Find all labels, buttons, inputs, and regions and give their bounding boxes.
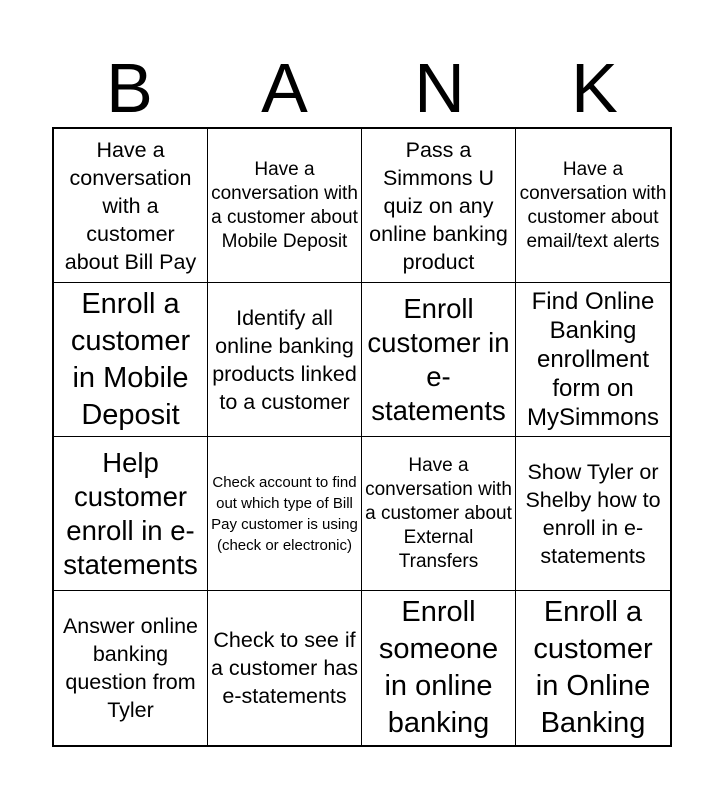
bingo-cell[interactable] bbox=[362, 129, 516, 283]
bingo-cell[interactable] bbox=[208, 591, 362, 745]
bingo-cell-text: Answer online banking question from Tyler bbox=[62, 614, 199, 722]
bingo-cell-text: Have a conversation with a customer about Bill Pay bbox=[64, 137, 197, 274]
bingo-cell-text: Check account to find out which type of Bill Pay customer is using (check or electronic) bbox=[211, 473, 358, 554]
bingo-cell[interactable] bbox=[208, 283, 362, 437]
bingo-cell-text: Have a conversation with a customer about External Transfers bbox=[365, 454, 512, 572]
bingo-cell-text: Have a conversation with a customer about Mobile Deposit bbox=[211, 158, 358, 252]
bingo-cell-text: Find Online Banking enrollment form on MySimmons bbox=[526, 288, 659, 431]
bingo-cell-text: Pass a Simmons U quiz on any online banking product bbox=[369, 137, 508, 274]
header-letter-a: A bbox=[261, 49, 308, 127]
bingo-cell-text: Have a conversation with customer about email/text alerts bbox=[519, 158, 667, 252]
bingo-header bbox=[52, 50, 672, 126]
bingo-cell-text: Enroll a customer in Online Banking bbox=[533, 596, 653, 739]
bingo-cell[interactable] bbox=[54, 591, 208, 745]
bingo-cell[interactable] bbox=[208, 129, 362, 283]
bingo-cell-text: Identify all online banking products linked to a customer bbox=[212, 305, 357, 414]
header-letter-n: N bbox=[414, 49, 465, 127]
bingo-cell[interactable] bbox=[362, 591, 516, 745]
bingo-cell-text: Enroll customer in e-statements bbox=[367, 292, 510, 426]
bingo-cell[interactable] bbox=[54, 283, 208, 437]
bingo-cell[interactable] bbox=[54, 129, 208, 283]
bingo-cell[interactable] bbox=[516, 129, 670, 283]
bingo-cell[interactable] bbox=[362, 437, 516, 591]
header-letter-b: B bbox=[106, 49, 153, 127]
bingo-cell-text: Check to see if a customer has e-statements bbox=[211, 628, 358, 708]
bingo-cell[interactable] bbox=[54, 437, 208, 591]
bingo-cell[interactable] bbox=[516, 283, 670, 437]
bingo-cell[interactable] bbox=[362, 283, 516, 437]
header-letter-k: K bbox=[571, 49, 618, 127]
bingo-board bbox=[52, 127, 672, 747]
bingo-cell-text: Enroll a customer in Mobile Deposit bbox=[70, 287, 191, 431]
bingo-cell-text: Help customer enroll in e-statements bbox=[63, 446, 198, 580]
bingo-cell[interactable] bbox=[208, 437, 362, 591]
bingo-cell[interactable] bbox=[516, 591, 670, 745]
bingo-cell[interactable] bbox=[516, 437, 670, 591]
bingo-cell-text: Show Tyler or Shelby how to enroll in e-statements bbox=[525, 459, 661, 568]
bingo-cell-text: Enroll someone in online banking bbox=[378, 596, 499, 739]
